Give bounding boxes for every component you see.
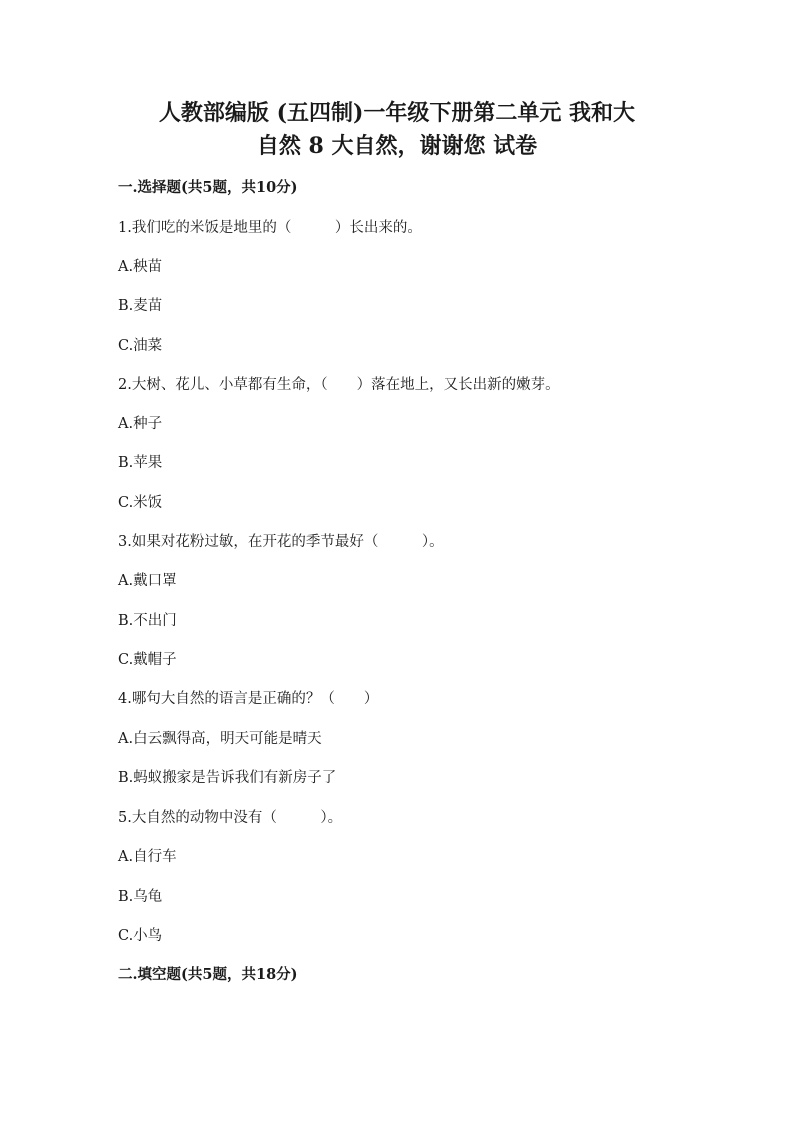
question-5-option-a: A.自行车	[118, 849, 177, 865]
question-5-option-c: C.小鸟	[118, 928, 163, 944]
question-3-option-b: B.不出门	[118, 613, 177, 629]
question-2-option-c: C.米饭	[118, 495, 163, 511]
question-stem-1: 1.我们吃的米饭是地里的（ ）长出来的。	[118, 220, 422, 236]
question-stem-2: 2.大树、花儿、小草都有生命，（ ）落在地上，又长出新的嫩芽。	[118, 377, 560, 393]
question-1-option-a: A.秧苗	[118, 259, 163, 275]
question-4-option-a: A.白云飘得高，明天可能是晴天	[118, 731, 322, 747]
question-stem-4: 4.哪句大自然的语言是正确的？（ ）	[118, 691, 379, 707]
page-title-line-1: 人教部编版 (五四制)一年级下册第二单元 我和大	[158, 100, 636, 126]
question-1-option-b: B.麦苗	[118, 298, 163, 314]
question-stem-3: 3.如果对花粉过敏，在开花的季节最好（ ）。	[118, 534, 444, 550]
section-heading-choice: 一.选择题(共5题，共10分)	[118, 179, 298, 196]
question-5-option-b: B.乌龟	[118, 889, 163, 905]
question-1-option-c: C.油菜	[118, 338, 163, 354]
question-3-option-a: A.戴口罩	[118, 573, 177, 589]
question-4-option-b: B.蚂蚁搬家是告诉我们有新房子了	[118, 770, 337, 786]
page-title-line-2: 自然 8 大自然，谢谢您 试卷	[256, 133, 538, 159]
section-heading-fill-blank: 二.填空题(共5题，共18分)	[118, 966, 298, 983]
question-stem-5: 5.大自然的动物中没有（ ）。	[118, 810, 343, 826]
question-2-option-a: A.种子	[118, 416, 163, 432]
question-3-option-c: C.戴帽子	[118, 652, 177, 668]
question-2-option-b: B.苹果	[118, 455, 163, 471]
